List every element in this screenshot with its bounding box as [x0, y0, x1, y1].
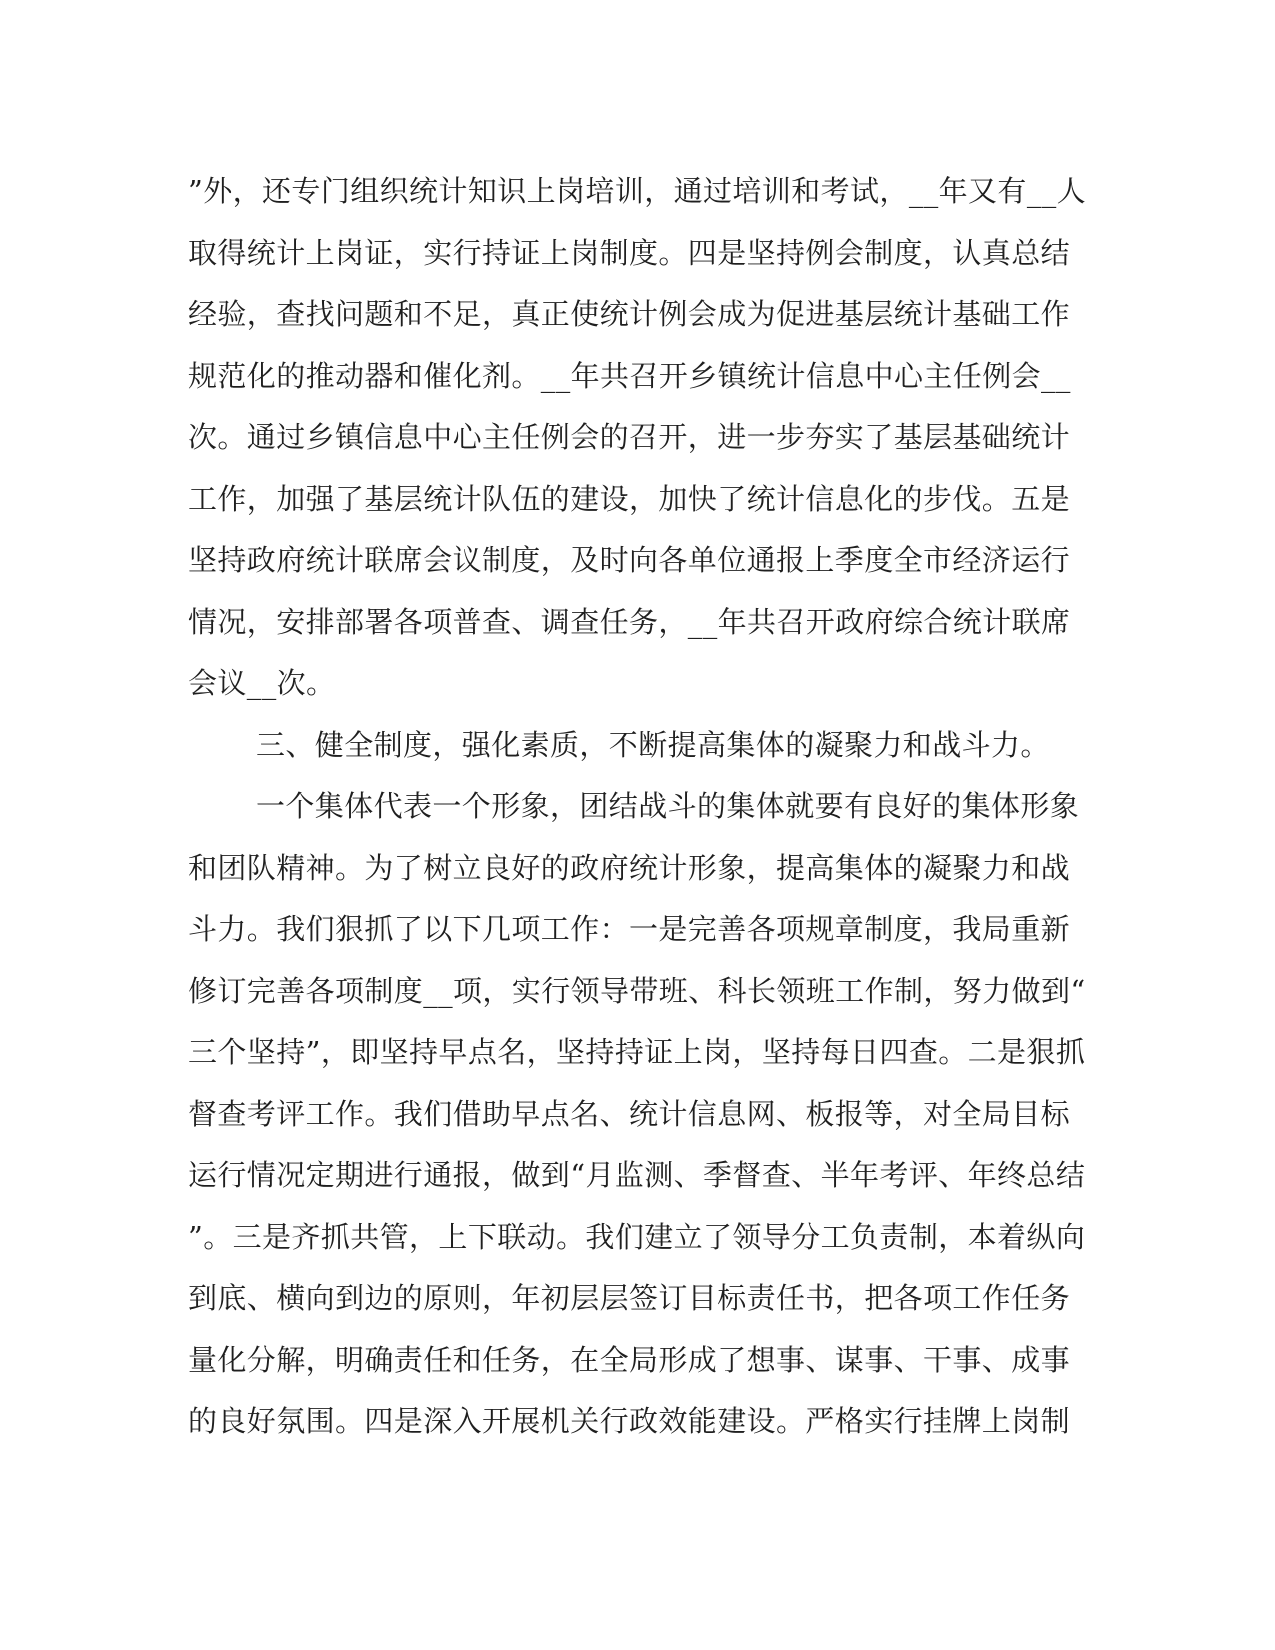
text-line: ”外，还专门组织统计知识上岗培训，通过培训和考试，__年又有__人 [188, 174, 1087, 208]
text-line: 斗力。我们狠抓了以下几项工作：一是完善各项规章制度，我局重新 [188, 912, 1071, 946]
text-line: 量化分解，明确责任和任务，在全局形成了想事、谋事、干事、成事 [188, 1342, 1071, 1377]
document-body [188, 161, 1087, 1453]
text-line: 次。通过乡镇信息中心主任例会的召开，进一步夯实了基层基础统计 [188, 420, 1071, 454]
text-line: 运行情况定期进行通报，做到“月监测、季督查、半年考评、年终总结 [188, 1158, 1086, 1192]
text-line: 和团队精神。为了树立良好的政府统计形象，提高集体的凝聚力和战 [188, 850, 1071, 885]
text-line: 的良好氛围。四是深入开展机关行政效能建设。严格实行挂牌上岗制 [188, 1404, 1071, 1438]
text-line: 坚持政府统计联席会议制度，及时向各单位通报上季度全市经济运行 [188, 543, 1071, 577]
section-heading: 三、健全制度，强化素质，不断提高集体的凝聚力和战斗力。 [256, 727, 1050, 762]
text-line: 取得统计上岗证，实行持证上岗制度。四是坚持例会制度，认真总结 [188, 235, 1071, 270]
text-line: 督查考评工作。我们借助早点名、统计信息网、板报等，对全局目标 [188, 1096, 1071, 1131]
text-line: 经验，查找问题和不足，真正使统计例会成为促进基层统计基础工作 [188, 297, 1071, 331]
text-line: ”。三是齐抓共管，上下联动。我们建立了领导分工负责制，本着纵向 [188, 1219, 1086, 1254]
text-line: 三个坚持”，即坚持早点名，坚持持证上岗，坚持每日四查。二是狠抓 [188, 1035, 1086, 1069]
text-line: 情况，安排部署各项普查、调查任务，__年共召开政府综合统计联席 [188, 604, 1071, 639]
text-line: 到底、横向到边的原则，年初层层签订目标责任书，把各项工作任务 [188, 1281, 1071, 1315]
text-line: 规范化的推动器和催化剂。__年共召开乡镇统计信息中心主任例会__ [188, 358, 1071, 393]
text-line: 会议__次。 [188, 666, 336, 700]
text-line: 工作，加强了基层统计队伍的建设，加快了统计信息化的步伐。五是 [188, 481, 1071, 516]
text-line: 修订完善各项制度__项，实行领导带班、科长领班工作制，努力做到“ [188, 973, 1086, 1008]
paragraph-start-line: 一个集体代表一个形象，团结战斗的集体就要有良好的集体形象 [256, 789, 1080, 823]
